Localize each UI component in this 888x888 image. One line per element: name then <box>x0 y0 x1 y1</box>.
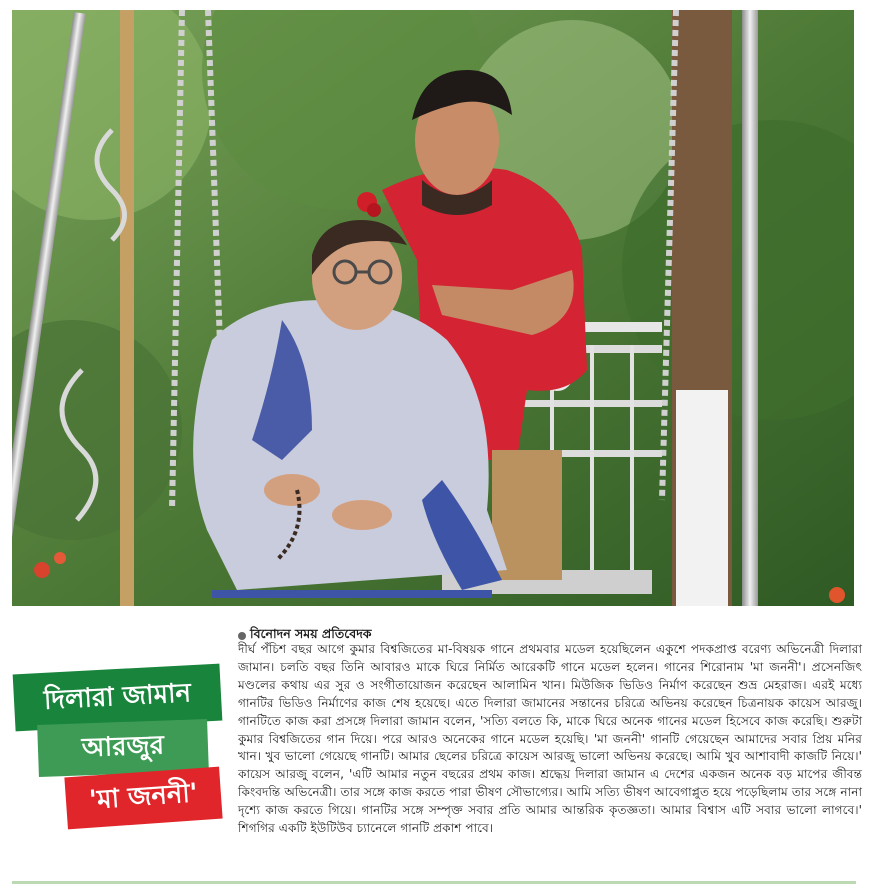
headline-line-2: আরজুর <box>37 719 209 777</box>
article-text: দীর্ঘ পঁচিশ বছর আগে কুমার বিশ্বজিতের মা-বিষয়ক গানে প্রথমবার মডেল হয়েছিলেন একুশে পদকপ্রাপ্ত বরেণ্য অভিনেত্রী দিলারা জামান। চলতি বছর তিনি আবারও মাকে ঘিরে নির্মিত আরেকটি গানে মডেল হলেন। গানের শিরোনাম 'মা জননী'। প্রসেনজিৎ মণ্ডলের কথায় এর সুর ও সংগীতায়োজন করেছেন আলামিন খান। মিউজিক ভিডিও নির্মাণ করেছেন শুভ্র মেহরাজ। এরই মধ্যে গানটির ভিডিও নির্মাণের কাজ শেষ হয়েছে। এতে দিলারা জামানের সন্তানের চরিত্রে অভিনয় করেছেন চিত্রনায়ক কায়েস আরজু। গানটিতে কাজ করা প্রসঙ্গে দিলারা জামান বলেন, 'সত্যি বলতে কি, মাকে ঘিরে অনেক গানের মডেল হিসেবে কাজ করেছি। শুরুটা কুমার বিশ্বজিতের গান দিয়ে। পরে আরও অনেকের গানে মডেল হয়েছি। 'মা জননী' গানটি গেয়েছেন আমাদের সবার প্রিয় মনির খান। খুব ভালো গেয়েছে গানটি। আমার ছেলের চরিত্রে কায়েস আরজু ভালো অভিনয় করেছে। আমি খুব আশাবাদী কাজটি নিয়ে।' কায়েস আরজু বলেন, 'এটি আমার নতুন বছরের প্রথম কাজ। শ্রদ্ধেয় দিলারা জামান এ দেশের একজন অনেক বড় মাপের জীবন্ত কিংবদন্তি অভিনেত্রী। তার সঙ্গে কাজ করতে পারা ভীষণ সৌভাগ্যের। আমি সত্যি ভীষণ আবেগাপ্লুত হয়ে পড়েছিলাম তার সঙ্গে নানা দৃশ্যে কাজ করতে গিয়ে। গানটির সঙ্গে সম্পৃক্ত সবার প্রতি আমার আন্তরিক কৃতজ্ঞতা। আমার বিশ্বাস এটি সবার ভালো লাগবে।' শিগগির একটি ইউটিউব চ্যানেলে গানটি প্রকাশ পাবে। <box>238 642 862 836</box>
article-photo <box>12 10 854 606</box>
bullet-icon <box>238 632 246 640</box>
headline-line-1: দিলারা জামান <box>13 664 223 732</box>
headline-line-3: 'মা জননী' <box>64 767 222 830</box>
byline-text: বিনোদন সময় প্রতিবেদক <box>250 626 372 641</box>
bottom-divider <box>12 881 856 884</box>
article-body <box>238 641 862 838</box>
